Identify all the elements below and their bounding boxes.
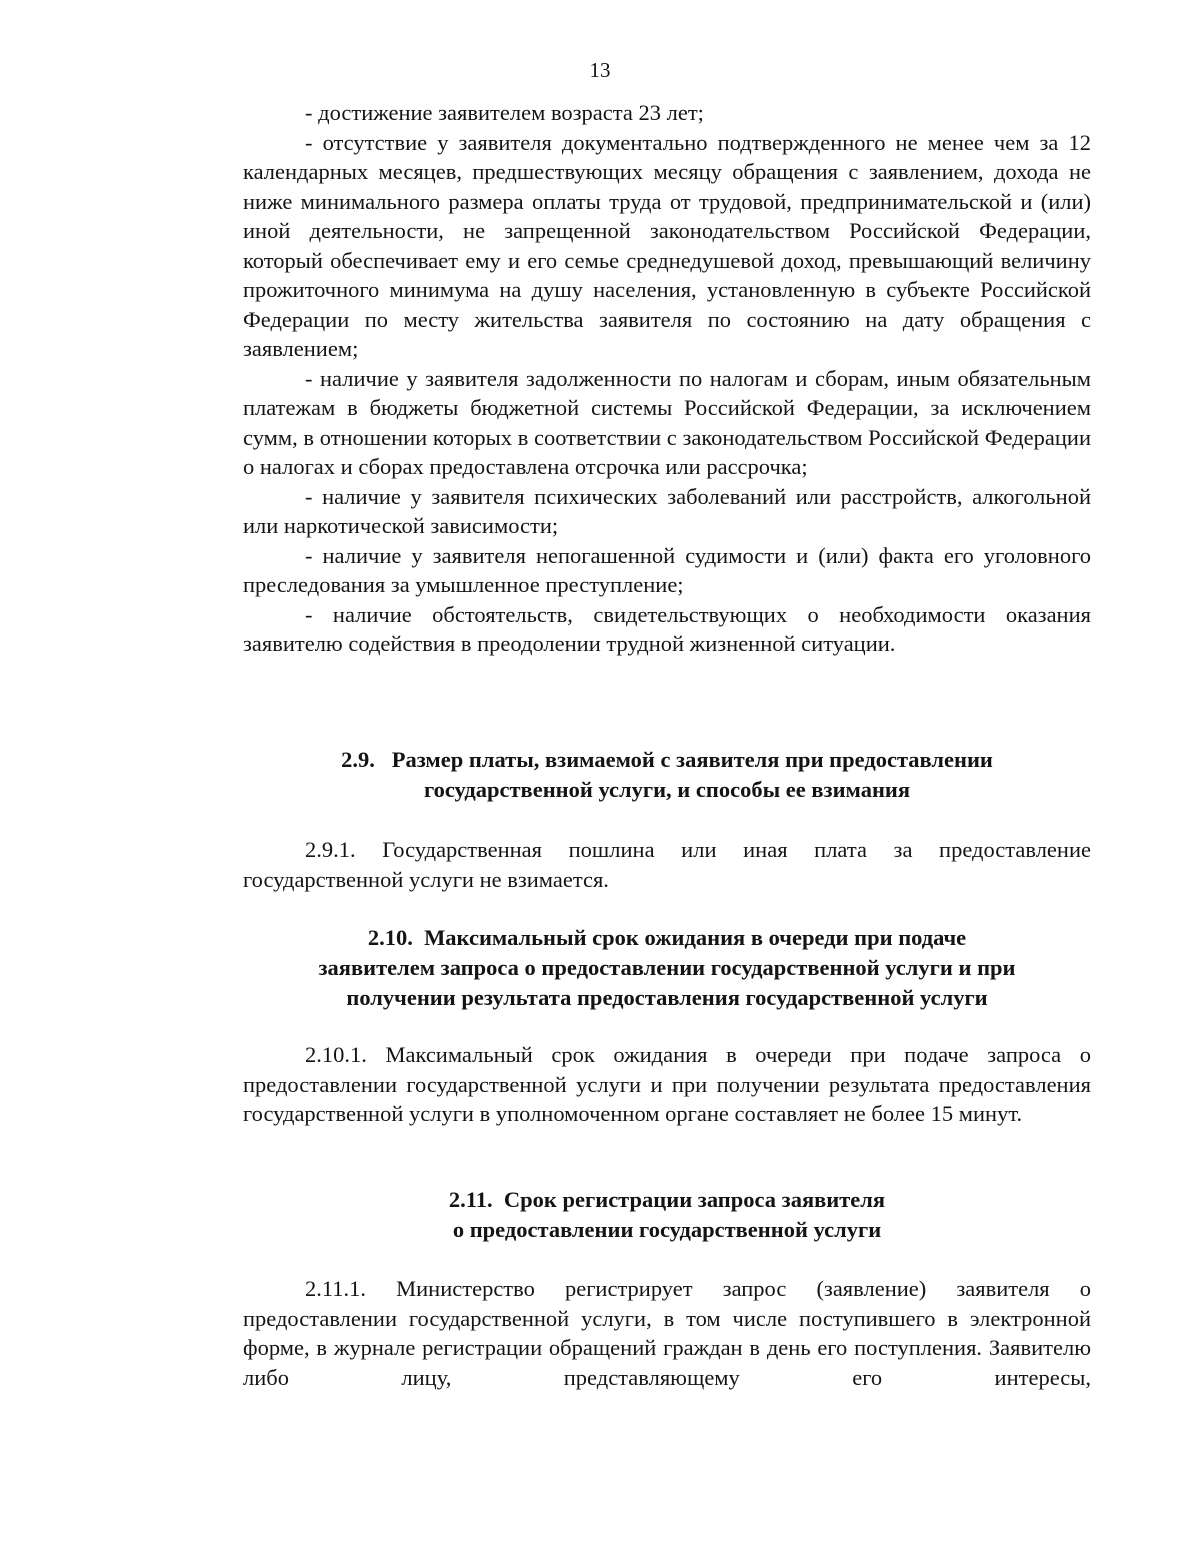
section-text-2-10 — [243, 1040, 1091, 1129]
page-number: 13 — [589, 58, 611, 82]
paragraph: 2.11.1. Министерство регистрирует запрос (заявление) заявителя о предоставлении государственной услуги, в том числе поступившего в электронной форме, в журнале регистрации обращений граждан в день его поступления. Заявителю либо лицу, представляющему его интересы, — [243, 1276, 1091, 1390]
list-item: - наличие у заявителя задолженности по налогам и сборам, иным обязательным платежам в бюджеты бюджетной системы Российской Федерации, за исключением сумм, в отношении которых в соответствии с законодательством Российской Федерации о налогах и сборах предоставлена отсрочка или рассрочка; — [243, 365, 1091, 479]
list-item: - отсутствие у заявителя документально подтвержденного не менее чем за 12 календарных месяцев, предшествующих месяцу обращения с заявлением, дохода не ниже минимального размера оплаты труда от трудовой, предпринимательской и (или) иной деятельности, не запрещенной законодательством Российской Федерации, который обеспечивает ему и его семье среднедушевой доход, превышающий величину прожиточного минимума на душу населения, установленную в субъекте Российской Федерации по месту жительства заявителя по состоянию на дату обращения с заявлением; — [243, 129, 1091, 361]
section-heading-2-11 — [243, 1185, 1091, 1245]
heading-line: 2.9. Размер платы, взимаемой с заявителя при предоставлении — [341, 747, 993, 772]
list-item: - наличие у заявителя психических заболеваний или расстройств, алкогольной или наркотической зависимости; — [243, 483, 1091, 538]
heading-line: получении результата предоставления государственной услуги — [346, 985, 988, 1010]
section-text-2-9 — [243, 835, 1091, 894]
list-item: - достижение заявителем возраста 23 лет; — [305, 100, 704, 125]
section-heading-2-10 — [243, 923, 1091, 1013]
section-heading-2-9 — [243, 745, 1091, 805]
paragraph: 2.10.1. Максимальный срок ожидания в очереди при подаче запроса о предоставлении государственной услуги и при получении результата предоставления государственной услуги в уполномоченном органе составляет не более 15 минут. — [243, 1042, 1091, 1126]
list-item: - наличие обстоятельств, свидетельствующих о необходимости оказания заявителю содействия в преодолении трудной жизненной ситуации. — [243, 601, 1091, 656]
heading-line: о предоставлении государственной услуги — [452, 1217, 882, 1242]
paragraph: 2.9.1. Государственная пошлина или иная плата за предоставление государственной услуги не взимается. — [243, 837, 1091, 892]
heading-line: 2.10. Максимальный срок ожидания в очереди при подаче — [367, 925, 967, 950]
heading-line: заявителем запроса о предоставлении государственной услуги и при — [318, 955, 1016, 980]
criteria-list — [243, 98, 1091, 659]
list-item: - наличие у заявителя непогашенной судимости и (или) факта его уголовного преследования за умышленное преступление; — [243, 542, 1091, 597]
section-text-2-11 — [243, 1274, 1091, 1422]
heading-line: государственной услуги, и способы ее взимания — [423, 777, 911, 802]
heading-line: 2.11. Срок регистрации запроса заявителя — [448, 1187, 886, 1212]
